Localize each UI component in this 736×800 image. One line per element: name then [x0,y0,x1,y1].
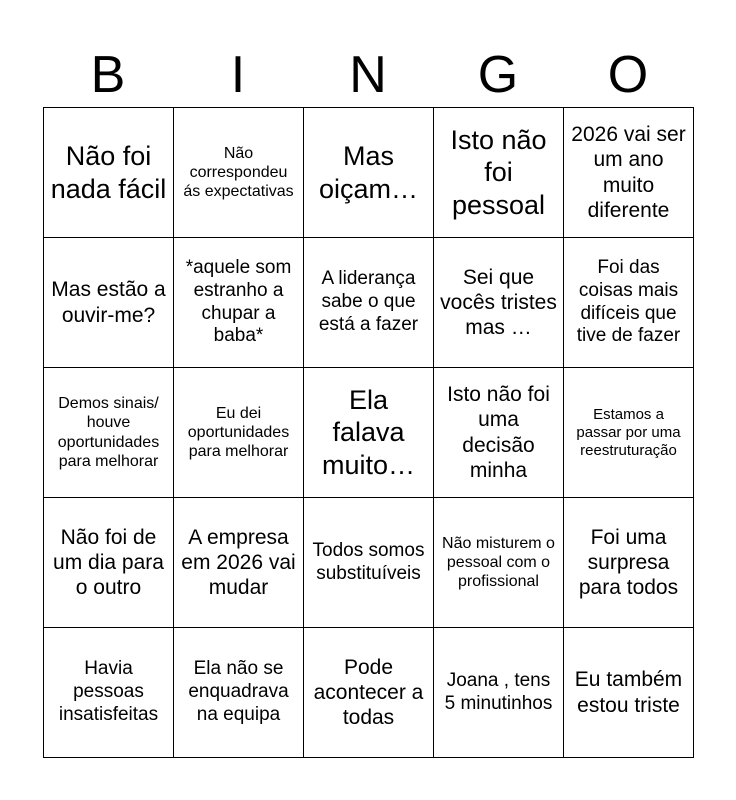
bingo-cell: Não misturem o pessoal com o profissional [434,498,564,628]
bingo-cell: Ela não se enquadrava na equipa [174,628,304,758]
board-row [44,368,694,498]
bingo-cell: A liderança sabe o que está a fazer [304,238,434,368]
header-letter-i: I [230,46,246,104]
bingo-cell: Sei que vocês tristes mas … [434,238,564,368]
bingo-cell: *aquele som estranho a chupar a baba* [174,238,304,368]
bingo-cell: Ela falava muito… [304,368,434,498]
bingo-cell: Havia pessoas insatisfeitas [44,628,174,758]
bingo-cell: Foi uma surpresa para todos [564,498,694,628]
bingo-board [43,107,694,758]
header-letter-g: G [477,46,519,104]
bingo-cell: Estamos a passar por uma reestruturação [564,368,694,498]
bingo-cell: Mas estão a ouvir-me? [44,238,174,368]
bingo-cell: Não foi de um dia para o outro [44,498,174,628]
bingo-cell: Eu também estou triste [564,628,694,758]
bingo-cell: 2026 vai ser um ano muito diferente [564,108,694,238]
bingo-cell: Isto não foi pessoal [434,108,564,238]
header-letter-n: N [349,46,387,104]
bingo-cell: Demos sinais/ houve oportunidades para melhorar [44,368,174,498]
header-letter-b: B [90,46,126,104]
header-letter-o: O [607,46,649,104]
bingo-cell: Mas oiçam… [304,108,434,238]
board-row [44,498,694,628]
bingo-cell: Foi das coisas mais difíceis que tive de fazer [564,238,694,368]
bingo-cell: Joana , tens 5 minutinhos [434,628,564,758]
board-row [44,628,694,758]
bingo-cell: A empresa em 2026 vai mudar [174,498,304,628]
bingo-cell: Pode acontecer a todas [304,628,434,758]
bingo-header [43,44,693,106]
bingo-cell: Não correspondeu ás expectativas [174,108,304,238]
board-row [44,108,694,238]
bingo-cell: Isto não foi uma decisão minha [434,368,564,498]
bingo-cell: Eu dei oportunidades para melhorar [174,368,304,498]
board-row [44,238,694,368]
bingo-cell: Não foi nada fácil [44,108,174,238]
bingo-cell: Todos somos substituíveis [304,498,434,628]
